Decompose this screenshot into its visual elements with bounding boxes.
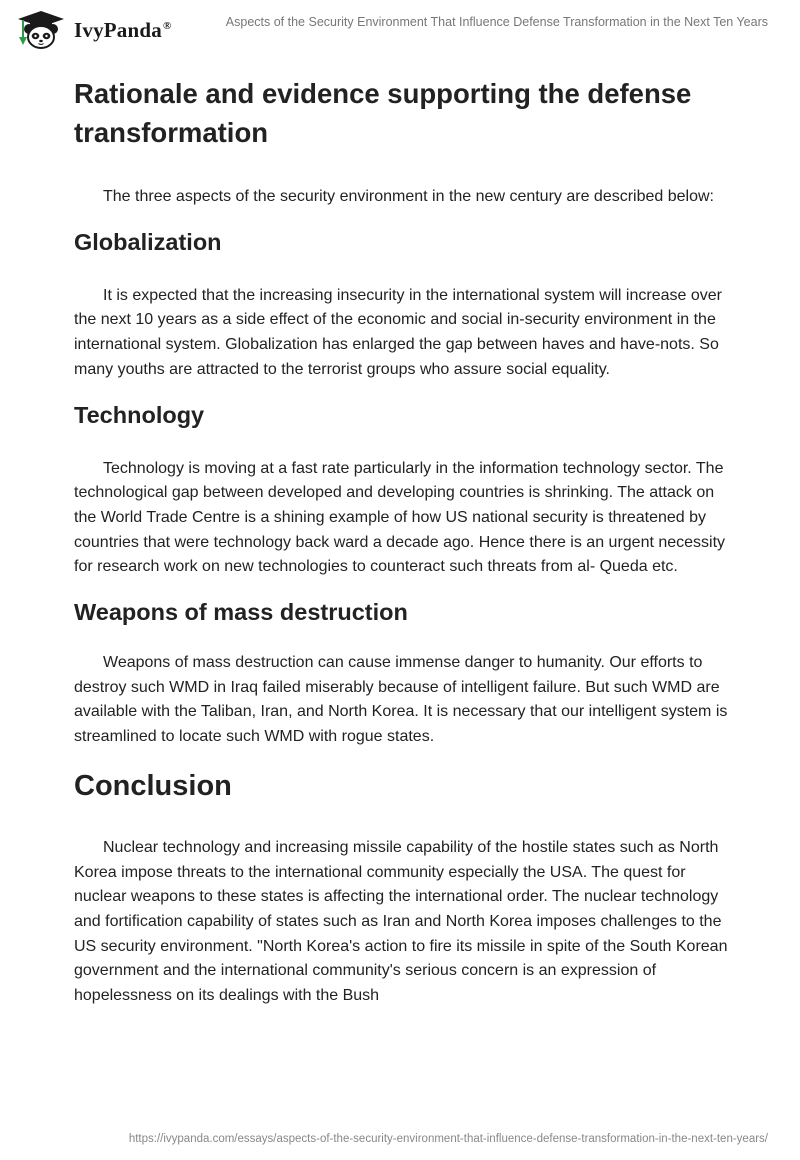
section-title: Rationale and evidence supporting the defense transformation — [74, 78, 692, 148]
intro-paragraph: The three aspects of the security environment in the new century are described below: — [103, 188, 714, 205]
page-header — [0, 0, 800, 64]
article-body — [74, 70, 734, 1009]
registered-mark: ® — [162, 19, 172, 32]
wmd-heading: Weapons of mass destruction — [74, 599, 408, 626]
source-url[interactable]: https://ivypanda.com/essays/aspects-of-the-security-environment-that-influence-defense-transformation-in-the-next-ten-years/ — [128, 1133, 768, 1145]
panda-graduate-icon — [14, 9, 68, 51]
globalization-paragraph: It is expected that the increasing insecurity in the international system will increase over the next 10 years as a side effect of the economic and social in-security environment in the international system. Globalization has enlarged the gap between haves and have-nots. So many youths are attracted to the terrorist groups who assure social equality. — [74, 286, 722, 378]
conclusion-heading: Conclusion — [74, 769, 232, 802]
logo-text: IvyPanda — [74, 17, 162, 42]
technology-heading: Technology — [74, 401, 205, 428]
technology-paragraph: Technology is moving at a fast rate particularly in the information technology sector. The technological gap between developed and developing countries is shrinking. The attack on the World Trade Centre is a shining example of how US national security is threatened by countries that were technology back ward a decade ago. Hence there is an urgent necessity for research work on new technologies to counteract such threats from al- Queda etc. — [74, 459, 726, 576]
ivypanda-logo[interactable] — [14, 9, 171, 51]
conclusion-paragraph: Nuclear technology and increasing missile capability of the hostile states such as North Korea impose threats to the international community especially the USA. The quest for nuclear weapons to these states is affecting the international order. The nuclear technology and fortification capability of states such as Iran and North Korea imposes challenges to the US security environment. "North Korea's action to fire its missile in spite of the South Korean government and the international community's serious concern is an expression of hopelessness on its dealings with the Bush — [74, 838, 728, 1005]
wmd-paragraph: Weapons of mass destruction can cause immense danger to humanity. Our efforts to destroy such WMD in Iraq failed miserably because of intelligent failure. But such WMD are available with the Taliban, Iran, and North Korea. It is necessary that our intelligent system is streamlined to locate such WMD with rogue states. — [74, 654, 728, 746]
globalization-heading: Globalization — [74, 228, 222, 255]
running-title: Aspects of the Security Environment That Influence Defense Transformation in the Next Ten Years — [225, 15, 768, 29]
logo-wordmark — [74, 18, 171, 43]
